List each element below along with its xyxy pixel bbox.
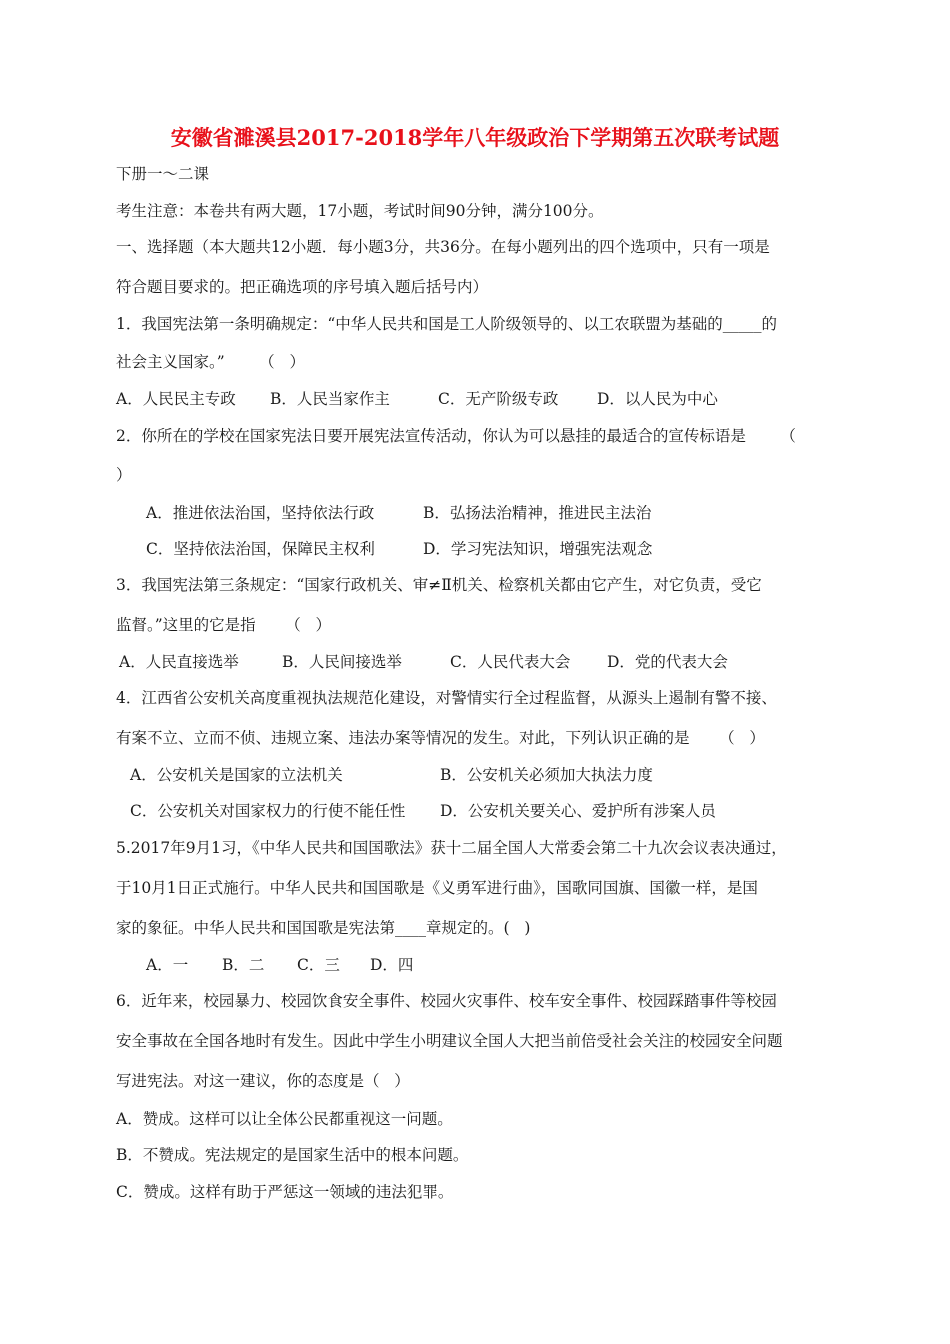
option-4a: A．公安机关是国家的立法机关 <box>130 766 343 784</box>
option-1d: D．以人民为中心 <box>597 390 718 408</box>
option-6c: C．赞成。这样有助于严惩这一领域的违法犯罪。 <box>116 1183 454 1201</box>
option-1c: C．无产阶级专政 <box>438 390 559 408</box>
question-1-text-cont: 社会主义国家。” （ ） <box>116 353 305 371</box>
notice-line: 考生注意：本卷共有两大题，17小题，考试时间90分钟，满分100分。 <box>116 202 604 220</box>
question-6-text-cont: 安全事故在全国各地时有发生。因此中学生小明建议全国人大把当前倍受社会关注的校园安全问题 <box>116 1032 783 1050</box>
option-2c: C．坚持依法治国，保障民主权利 <box>146 540 375 558</box>
option-5d: D．四 <box>370 956 414 974</box>
option-3a: A．人民直接选举 <box>119 653 239 671</box>
option-3d: D．党的代表大会 <box>607 653 728 671</box>
option-2b: B．弘扬法治精神，推进民主法治 <box>423 504 652 522</box>
page-title: 安徽省濉溪县2017-2018学年八年级政治下学期第五次联考试题 <box>170 125 780 150</box>
option-5c: C．三 <box>297 956 340 974</box>
option-4c: C．公安机关对国家权力的行使不能任性 <box>130 802 406 820</box>
option-5a: A．一 <box>146 956 189 974</box>
scope-line: 下册一～二课 <box>116 165 210 183</box>
option-1a: A．人民民主专政 <box>116 390 236 408</box>
option-4b: B．公安机关必须加大执法力度 <box>440 766 653 784</box>
option-6b: B．不赞成。宪法规定的是国家生活中的根本问题。 <box>116 1146 469 1164</box>
option-2d: D．学习宪法知识，增强宪法观念 <box>423 540 653 558</box>
question-2-text: 2．你所在的学校在国家宪法日要开展宪法宣传活动，你认为可以悬挂的最适合的宣传标语是 （ <box>116 427 796 445</box>
option-6a: A．赞成。这样可以让全体公民都重视这一问题。 <box>116 1110 453 1128</box>
question-5-text-cont2: 家的象征。中华人民共和国国歌是宪法第____章规定的。( ) <box>116 919 531 937</box>
section-heading: 一、选择题（本大题共12小题．每小题3分，共36分。在每小题列出的四个选项中，只有一项是 <box>116 238 770 256</box>
section-heading-cont: 符合题目要求的。把正确选项的序号填入题后括号内） <box>116 278 489 296</box>
question-2-text-cont: ） <box>116 466 132 484</box>
option-4d: D．公安机关要关心、爱护所有涉案人员 <box>440 802 716 820</box>
question-4-text: 4．江西省公安机关高度重视执法规范化建设，对警情实行全过程监督，从源头上遏制有警不接、 <box>116 689 777 707</box>
option-5b: B．二 <box>222 956 265 974</box>
question-6-text-cont2: 写进宪法。对这一建议，你的态度是（ ） <box>116 1072 410 1090</box>
question-5-text: 5.2017年9月1习，《中华人民共和国国歌法》获十二届全国人大常委会第二十九次会议表决通过， <box>116 839 787 857</box>
question-6-text: 6．近年来，校园暴力、校园饮食安全事件、校园火灾事件、校车安全事件、校园踩踏事件等校园 <box>116 992 777 1010</box>
option-3c: C．人民代表大会 <box>450 653 571 671</box>
question-4-text-cont: 有案不立、立而不侦、违规立案、违法办案等情况的发生。对此，下列认识正确的是 （ ） <box>116 729 765 747</box>
option-3b: B．人民间接选举 <box>282 653 402 671</box>
question-1-text: 1．我国宪法第一条明确规定：“中华人民共和国是工人阶级领导的、以工农联盟为基础的_____的 <box>116 315 778 333</box>
question-3-text: 3．我国宪法第三条规定：“国家行政机关、审≠Ⅱ机关、检察机关都由它产生，对它负责，受它 <box>116 576 762 594</box>
option-2a: A．推进依法治国，坚持依法行政 <box>146 504 375 522</box>
question-5-text-cont: 于10月1日正式施行。中华人民共和国国歌是《义勇军进行曲》，国歌同国旗、国徽一样，是国 <box>116 879 758 897</box>
option-1b: B．人民当家作主 <box>270 390 390 408</box>
question-3-text-cont: 监督。”这里的它是指 （ ） <box>116 616 332 634</box>
